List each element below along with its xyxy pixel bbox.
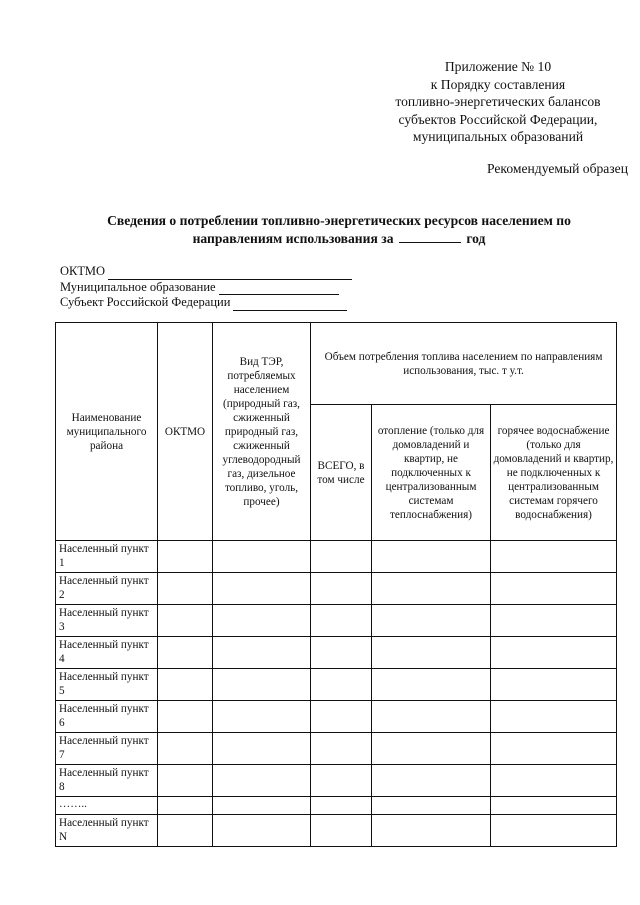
cell-heating[interactable] — [372, 605, 491, 637]
row-name: Населенный пункт N — [56, 815, 158, 847]
cell-hot-water[interactable] — [491, 765, 617, 797]
cell-oktmo[interactable] — [158, 605, 213, 637]
appendix-line: субъектов Российской Федерации, — [398, 111, 598, 127]
consumption-table — [55, 322, 617, 847]
cell-fuel-type[interactable] — [213, 733, 311, 765]
cell-hot-water[interactable] — [491, 637, 617, 669]
cell-hot-water[interactable] — [491, 541, 617, 573]
header-name: Наименование муниципального района — [56, 323, 158, 541]
cell-heating[interactable] — [372, 637, 491, 669]
header-fields — [60, 264, 352, 311]
cell-hot-water[interactable] — [491, 815, 617, 847]
sample-label: Рекомендуемый образец — [487, 161, 628, 176]
title-line-2 — [60, 230, 618, 248]
subject-blank[interactable] — [233, 299, 347, 311]
appendix-line: топливно-энергетических балансов — [395, 94, 601, 109]
subject-label: Субъект Российской Федерации — [60, 295, 231, 309]
header-fuel-type: Вид ТЭР, потребляемых населением (природный газ, сжиженный природный газ, сжиженный углеводородный газ, дизельное топливо, уголь, прочее) — [213, 323, 311, 541]
row-name: Населенный пункт 7 — [56, 733, 158, 765]
table-row — [56, 765, 617, 797]
row-name: Населенный пункт 4 — [56, 637, 158, 669]
row-name: Населенный пункт 3 — [56, 605, 158, 637]
header-hot-water: горячее водоснабжение (только для домовладений и квартир, не подключенных к централизованным системам горячего водоснабжения) — [491, 405, 617, 541]
appendix-line: к Порядку составления — [430, 76, 566, 92]
table-row — [56, 637, 617, 669]
cell-fuel-type[interactable] — [213, 701, 311, 733]
table-row — [56, 605, 617, 637]
table-row — [56, 733, 617, 765]
header-total: ВСЕГО, в том числе — [311, 405, 372, 541]
cell-oktmo[interactable] — [158, 541, 213, 573]
row-name: Населенный пункт 8 — [56, 765, 158, 797]
row-name: Населенный пункт 5 — [56, 669, 158, 701]
cell-oktmo[interactable] — [158, 797, 213, 815]
row-name: …….. — [56, 797, 158, 815]
row-name: Населенный пункт 2 — [56, 573, 158, 605]
cell-heating[interactable] — [372, 797, 491, 815]
oktmo-label: ОКТМО — [60, 264, 105, 278]
table-row — [56, 815, 617, 847]
cell-fuel-type[interactable] — [213, 815, 311, 847]
cell-oktmo[interactable] — [158, 573, 213, 605]
header-oktmo: ОКТМО — [158, 323, 213, 541]
cell-total[interactable] — [311, 669, 372, 701]
cell-fuel-type[interactable] — [213, 765, 311, 797]
cell-hot-water[interactable] — [491, 797, 617, 815]
cell-fuel-type[interactable] — [213, 573, 311, 605]
cell-heating[interactable] — [372, 765, 491, 797]
table-row — [56, 573, 617, 605]
cell-fuel-type[interactable] — [213, 797, 311, 815]
municipality-label: Муниципальное образование — [60, 279, 216, 294]
table-row — [56, 669, 617, 701]
header-volume: Объем потребления топлива населением по направлениям использования, тыс. т у.т. — [311, 323, 617, 405]
cell-fuel-type[interactable] — [213, 669, 311, 701]
cell-oktmo[interactable] — [158, 669, 213, 701]
subject-field-row — [60, 295, 352, 311]
table-row — [56, 541, 617, 573]
table-row — [56, 797, 617, 815]
cell-total[interactable] — [311, 701, 372, 733]
cell-oktmo[interactable] — [158, 765, 213, 797]
cell-total[interactable] — [311, 541, 372, 573]
cell-hot-water[interactable] — [491, 605, 617, 637]
cell-total[interactable] — [311, 733, 372, 765]
document-title — [60, 212, 618, 247]
cell-fuel-type[interactable] — [213, 541, 311, 573]
municipality-field-row — [60, 280, 352, 296]
appendix-line: Приложение № 10 — [444, 59, 552, 74]
cell-hot-water[interactable] — [491, 733, 617, 765]
appendix-line: муниципальных образований — [412, 129, 584, 144]
header-heating: отопление (только для домовладений и квартир, не подключенных к централизованным системам теплоснабжения) — [372, 405, 491, 541]
cell-heating[interactable] — [372, 701, 491, 733]
cell-fuel-type[interactable] — [213, 637, 311, 669]
cell-heating[interactable] — [372, 733, 491, 765]
cell-total[interactable] — [311, 605, 372, 637]
table-row — [56, 701, 617, 733]
appendix-block — [360, 58, 636, 146]
municipality-blank[interactable] — [219, 283, 339, 295]
title-line-2-suffix: год — [466, 230, 486, 246]
cell-heating[interactable] — [372, 815, 491, 847]
cell-hot-water[interactable] — [491, 701, 617, 733]
cell-heating[interactable] — [372, 669, 491, 701]
cell-fuel-type[interactable] — [213, 605, 311, 637]
cell-heating[interactable] — [372, 573, 491, 605]
cell-total[interactable] — [311, 765, 372, 797]
cell-total[interactable] — [311, 637, 372, 669]
row-name: Населенный пункт 6 — [56, 701, 158, 733]
cell-total[interactable] — [311, 815, 372, 847]
cell-oktmo[interactable] — [158, 637, 213, 669]
cell-heating[interactable] — [372, 541, 491, 573]
cell-oktmo[interactable] — [158, 815, 213, 847]
cell-hot-water[interactable] — [491, 669, 617, 701]
cell-total[interactable] — [311, 573, 372, 605]
oktmo-field-row — [60, 264, 352, 280]
title-line-2-prefix: направлениям использования за — [192, 230, 394, 246]
row-name: Населенный пункт 1 — [56, 541, 158, 573]
oktmo-blank[interactable] — [108, 268, 352, 280]
cell-oktmo[interactable] — [158, 733, 213, 765]
cell-total[interactable] — [311, 797, 372, 815]
year-blank[interactable] — [399, 230, 461, 243]
cell-oktmo[interactable] — [158, 701, 213, 733]
title-line-1: Сведения о потреблении топливно-энергетических ресурсов населением по — [107, 213, 571, 228]
cell-hot-water[interactable] — [491, 573, 617, 605]
